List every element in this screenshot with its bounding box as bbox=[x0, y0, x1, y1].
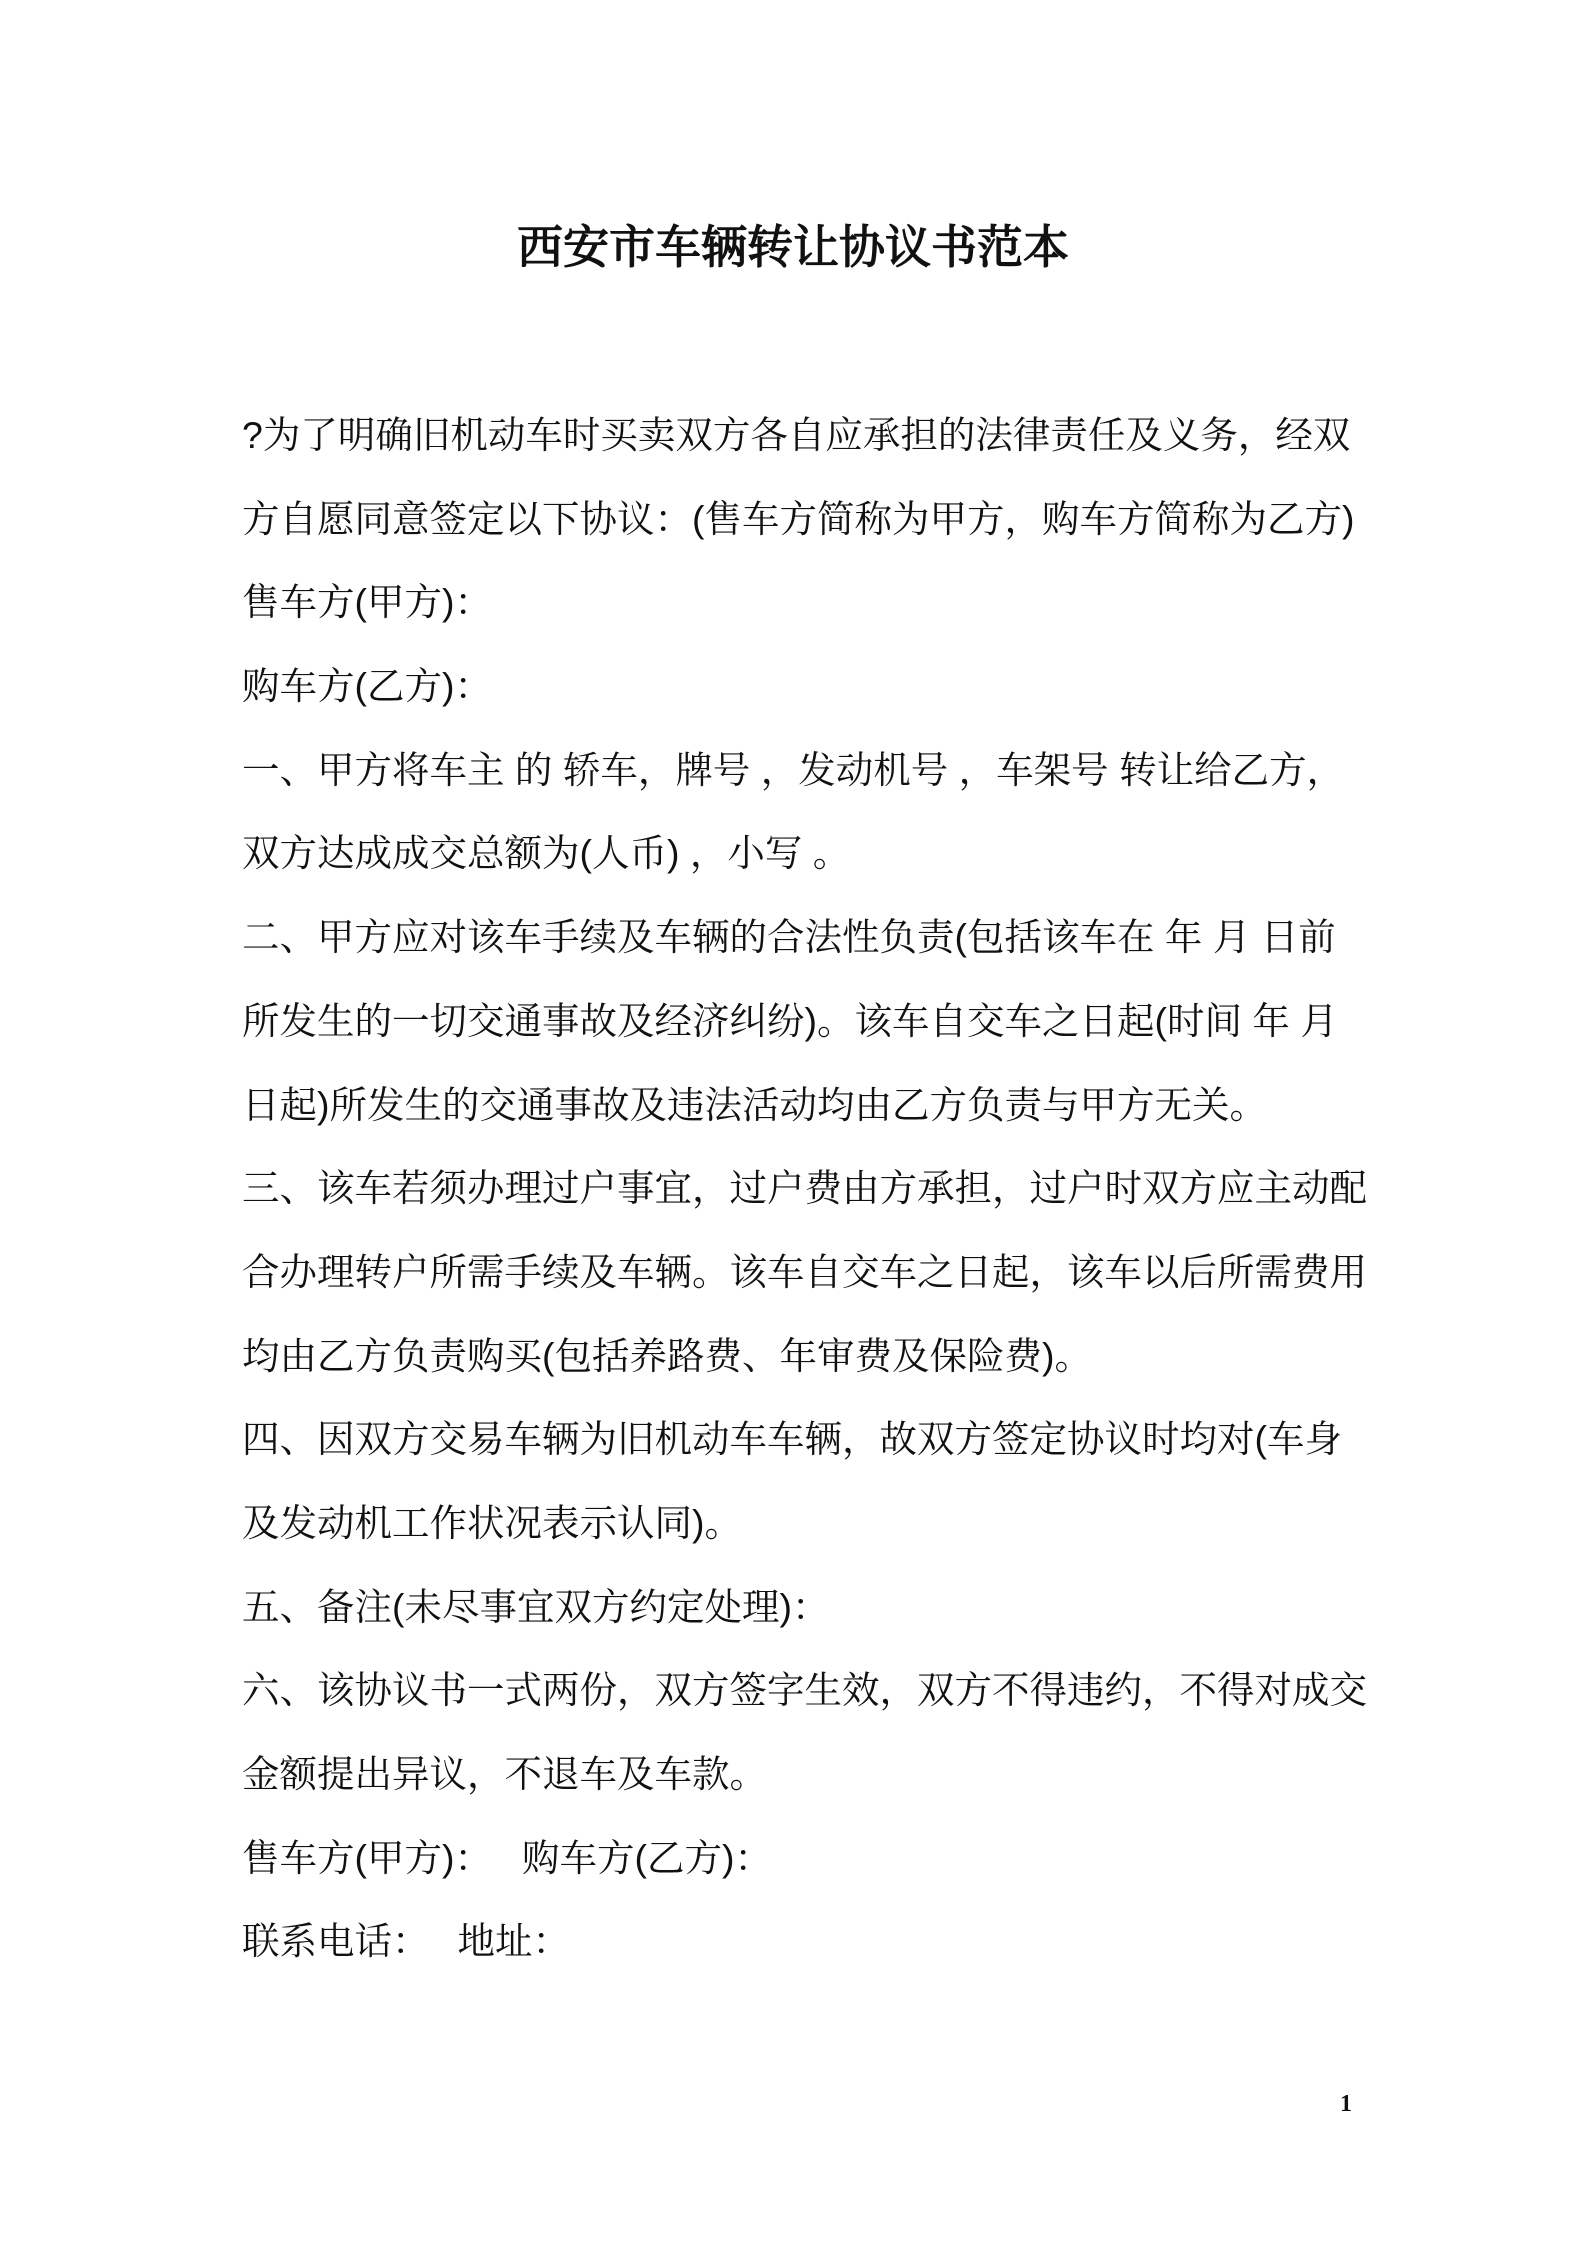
paragraph-seller bbox=[242, 561, 1442, 645]
body-line: 所发生的一切交通事故及经济纠纷)。该车自交车之日起(时间 年 月 bbox=[242, 999, 1338, 1042]
body-line: 及发动机工作状况表示认同)。 bbox=[242, 1501, 742, 1544]
body-line: 方自愿同意签定以下协议：(售车方简称为甲方，购车方简称为乙方) bbox=[242, 497, 1355, 540]
document-title: 西安市车辆转让协议书范本 bbox=[517, 220, 1069, 274]
body-line: 一、甲方将车主 的 轿车，牌号 ，发动机号 ，车架号 转让给乙方， bbox=[242, 748, 1345, 791]
body-line: 六、该协议书一式两份，双方签字生效，双方不得违约，不得对成交 bbox=[242, 1669, 1367, 1712]
body-line: 四、因双方交易车辆为旧机动车车辆，故双方签定协议时均对(车身 bbox=[242, 1418, 1342, 1461]
body-line: 均由乙方负责购买(包括养路费、年审费及保险费)。 bbox=[242, 1334, 1092, 1377]
signature-line bbox=[242, 1817, 1442, 1901]
body-line: 金额提出异议，不退车及车款。 bbox=[242, 1753, 767, 1795]
seller-signature-label: 售车方(甲方)： bbox=[242, 1836, 492, 1879]
clause-3 bbox=[242, 1147, 1442, 1398]
body-line: 双方达成成交总额为(人币) ，小写 。 bbox=[242, 832, 851, 875]
body-line: 五、备注(未尽事宜双方约定处理)： bbox=[242, 1585, 830, 1628]
body-line: 日起)所发生的交通事故及违法活动均由乙方负责与甲方无关。 bbox=[242, 1083, 1267, 1126]
body-line: 购车方(乙方)： bbox=[242, 665, 492, 708]
body-line: 合办理转户所需手续及车辆。该车自交车之日起，该车以后所需费用 bbox=[242, 1250, 1367, 1293]
phone-label: 联系电话： bbox=[242, 1920, 430, 1963]
body-line: 二、甲方应对该车手续及车辆的合法性负责(包括该车在 年 月 日前 bbox=[242, 916, 1336, 959]
body-line: 三、该车若须办理过户事宜，过户费由方承担，过户时双方应主动配 bbox=[242, 1167, 1367, 1210]
clause-5 bbox=[242, 1566, 1442, 1650]
document-body bbox=[242, 394, 1442, 1984]
clause-1 bbox=[242, 729, 1442, 896]
contact-line bbox=[242, 1900, 1442, 1984]
paragraph-preamble bbox=[242, 394, 1442, 561]
page-number: 1 bbox=[1340, 2091, 1352, 2117]
body-line: ?为了明确旧机动车时买卖双方各自应承担的法律责任及义务，经双 bbox=[242, 414, 1351, 456]
clause-6 bbox=[242, 1649, 1442, 1816]
body-line: 售车方(甲方)： bbox=[242, 581, 492, 624]
clause-4 bbox=[242, 1398, 1442, 1565]
buyer-signature-label: 购车方(乙方)： bbox=[521, 1836, 772, 1879]
address-label: 地址： bbox=[457, 1920, 570, 1963]
clause-2 bbox=[242, 896, 1442, 1147]
paragraph-buyer bbox=[242, 645, 1442, 729]
